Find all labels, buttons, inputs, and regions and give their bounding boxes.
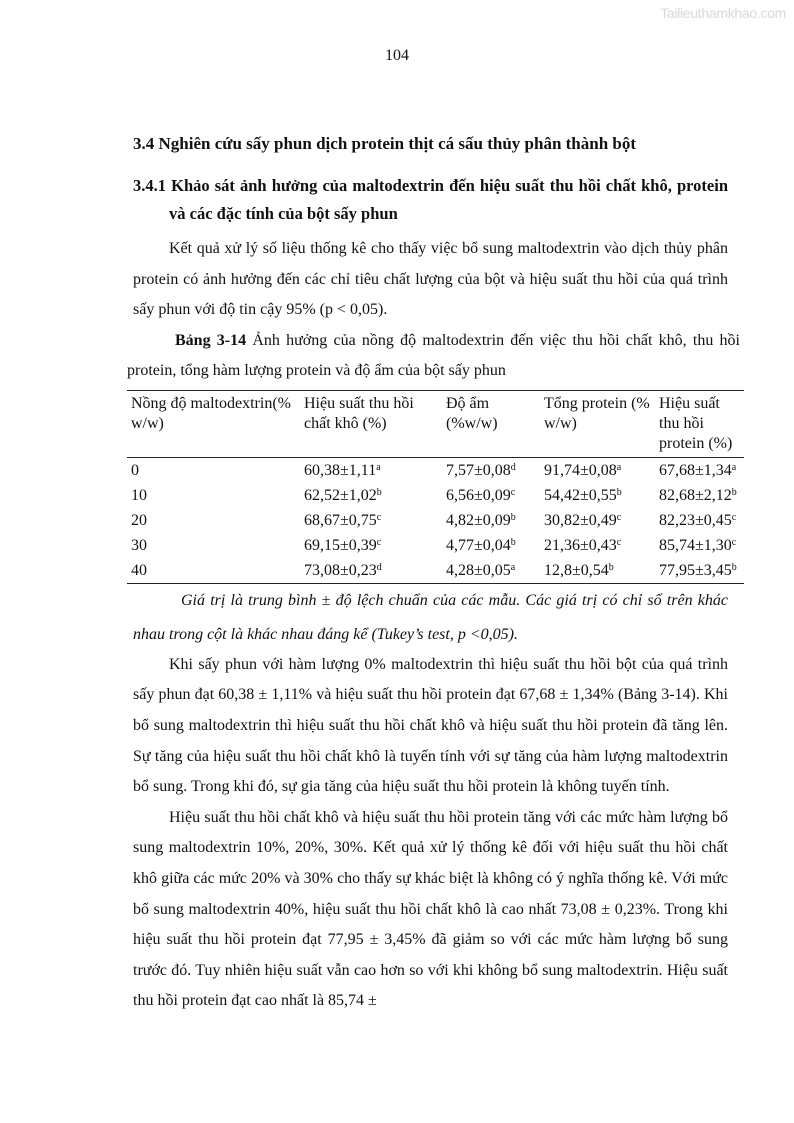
significance-letter: c bbox=[731, 536, 737, 548]
table-cell bbox=[540, 457, 655, 483]
cell-value: 6,56±0,09 bbox=[446, 486, 511, 504]
table-row bbox=[127, 508, 744, 533]
significance-letter: b bbox=[510, 511, 516, 523]
table-cell bbox=[442, 508, 540, 533]
cell-value: 82,23±0,45 bbox=[659, 511, 732, 529]
page-content bbox=[127, 130, 741, 1017]
significance-letter: a bbox=[731, 461, 737, 473]
column-header: Hiệu suất thu hồi chất khô (%) bbox=[304, 394, 414, 432]
significance-letter: c bbox=[376, 511, 382, 523]
cell-value: 0 bbox=[131, 461, 139, 479]
table-cell bbox=[442, 533, 540, 558]
cell-value: 20 bbox=[131, 511, 147, 529]
table-cell bbox=[540, 533, 655, 558]
cell-value: 77,95±3,45 bbox=[659, 561, 732, 579]
significance-letter: b bbox=[376, 486, 382, 498]
page-number: 104 bbox=[385, 47, 409, 64]
table-cell bbox=[300, 533, 442, 558]
cell-value: 12,8±0,54 bbox=[544, 561, 609, 579]
cell-value: 4,82±0,09 bbox=[446, 511, 511, 529]
table-cell bbox=[127, 457, 300, 483]
column-header: Tổng protein (% w/w) bbox=[544, 394, 650, 432]
table-cell bbox=[540, 558, 655, 584]
table-cell bbox=[442, 457, 540, 483]
table-cell bbox=[127, 483, 300, 508]
significance-letter: d bbox=[376, 561, 382, 573]
significance-letter: d bbox=[510, 461, 516, 473]
table-cell bbox=[655, 558, 744, 584]
table-body bbox=[127, 457, 744, 583]
cell-value: 69,15±0,39 bbox=[304, 536, 377, 554]
table-caption bbox=[127, 326, 740, 386]
cell-value: 4,77±0,04 bbox=[446, 536, 511, 554]
paragraph-intro: Kết quả xử lý số liệu thống kê cho thấy việc bổ sung maltodextrin vào dịch thủy phân protein có ảnh hưởng đến các chỉ tiêu chất lượng của bột và hiệu suất thu hồi của quá trình sấy phun với độ tin cậy 95% (p < 0,05). bbox=[133, 240, 728, 319]
cell-value: 62,52±1,02 bbox=[304, 486, 377, 504]
cell-value: 4,28±0,05 bbox=[446, 561, 511, 579]
cell-value: 68,67±0,75 bbox=[304, 511, 377, 529]
cell-value: 7,57±0,08 bbox=[446, 461, 511, 479]
significance-letter: b bbox=[510, 536, 516, 548]
significance-letter: c bbox=[510, 486, 516, 498]
column-header: Độ ẩm (%w/w) bbox=[446, 394, 498, 432]
table-caption-label: Bảng 3-14 bbox=[175, 331, 247, 349]
cell-value: 82,68±2,12 bbox=[659, 486, 732, 504]
table-cell bbox=[540, 483, 655, 508]
cell-value: 30,82±0,49 bbox=[544, 511, 617, 529]
watermark: Tailieuthamkhao.com bbox=[660, 5, 786, 21]
significance-letter: a bbox=[616, 461, 622, 473]
significance-letter: b bbox=[616, 486, 622, 498]
significance-letter: c bbox=[616, 536, 622, 548]
table-header-row bbox=[127, 390, 744, 457]
cell-value: 54,42±0,55 bbox=[544, 486, 617, 504]
paragraph-results-2: Hiệu suất thu hồi chất khô và hiệu suất thu hồi protein tăng với các mức hàm lượng bổ sung maltodextrin 10%, 20%, 30%. Kết quả xử lý thống kê đối với hiệu suất thu hồi chất khô giữa các mức 20% và 30% cho thấy sự khác biệt là không có ý nghĩa thống kê. Với mức bổ sung maltodextrin 40%, hiệu suất thu hồi chất khô là cao nhất 73,08 ± 0,23%. Trong khi hiệu suất thu hồi protein đạt 77,95 ± 3,45% đã giảm so với các mức hàm lượng bổ sung trước đó. Tuy nhiên hiệu suất vẫn cao hơn so với khi không bổ sung maltodextrin. Hiệu suất thu hồi protein đạt cao nhất là 85,74 ± bbox=[133, 808, 728, 1010]
cell-value: 10 bbox=[131, 486, 147, 504]
subsection-heading: 3.4.1 Khảo sát ảnh hưởng của maltodextrin đến hiệu suất thu hồi chất khô, protein và các đặc tính của bột sấy phun bbox=[133, 176, 728, 223]
cell-value: 60,38±1,11 bbox=[304, 461, 377, 479]
cell-value: 91,74±0,08 bbox=[544, 461, 617, 479]
table-cell bbox=[300, 558, 442, 584]
table-cell bbox=[442, 483, 540, 508]
table-cell bbox=[442, 558, 540, 584]
results-table bbox=[127, 390, 744, 584]
cell-value: 73,08±0,23 bbox=[304, 561, 377, 579]
table-cell bbox=[300, 457, 442, 483]
table-cell bbox=[300, 508, 442, 533]
table-row bbox=[127, 483, 744, 508]
table-note: Giá trị là trung bình ± độ lệch chuẩn của các mẫu. Các giá trị có chỉ số trên khác nhau trong cột là khác nhau đáng kể (Tukey’s test, p <0,05). bbox=[133, 591, 728, 643]
table-cell bbox=[127, 533, 300, 558]
significance-letter: b bbox=[731, 486, 737, 498]
cell-value: 30 bbox=[131, 536, 147, 554]
table-cell bbox=[655, 483, 744, 508]
table-cell bbox=[540, 508, 655, 533]
table-cell bbox=[655, 457, 744, 483]
table-row bbox=[127, 558, 744, 584]
table-cell bbox=[655, 533, 744, 558]
column-header: Hiệu suất thu hồi protein (%) bbox=[659, 394, 733, 452]
significance-letter: b bbox=[608, 561, 614, 573]
significance-letter: a bbox=[510, 561, 516, 573]
significance-letter: c bbox=[376, 536, 382, 548]
significance-letter: b bbox=[731, 561, 737, 573]
table-caption-text: Ảnh hưởng của nồng độ maltodextrin đến việc thu hồi chất khô, thu hồi protein, tổng hàm lượng protein và độ ẩm của bột sấy phun bbox=[127, 331, 741, 379]
cell-value: 21,36±0,43 bbox=[544, 536, 617, 554]
paragraph-results-1: Khi sấy phun với hàm lượng 0% maltodextrin thì hiệu suất thu hồi bột của quá trình sấy phun đạt 60,38 ± 1,11% và hiệu suất thu hồi protein đạt 67,68 ± 1,34% (Bảng 3-14). Khi bổ sung maltodextrin thì hiệu suất thu hồi chất khô và hiệu suất thu hồi protein đã tăng lên. Sự tăng của hiệu suất thu hồi chất khô là tuyến tính với sự tăng của hàm lượng maltodextrin bổ sung. Trong khi đó, sự gia tăng của hiệu suất thu hồi protein là không tuyến tính. bbox=[133, 655, 728, 796]
column-header: Nồng độ maltodextrin(% w/w) bbox=[131, 394, 291, 432]
cell-value: 40 bbox=[131, 561, 147, 579]
section-heading: 3.4 Nghiên cứu sấy phun dịch protein thịt cá sấu thủy phân thành bột bbox=[133, 134, 637, 153]
significance-letter: c bbox=[616, 511, 622, 523]
significance-letter: a bbox=[376, 461, 381, 473]
table-cell bbox=[127, 508, 300, 533]
significance-letter: c bbox=[731, 511, 737, 523]
table-row bbox=[127, 457, 744, 483]
table-cell bbox=[655, 508, 744, 533]
table-cell bbox=[127, 558, 300, 584]
cell-value: 67,68±1,34 bbox=[659, 461, 732, 479]
table-row bbox=[127, 533, 744, 558]
cell-value: 85,74±1,30 bbox=[659, 536, 732, 554]
table-cell bbox=[300, 483, 442, 508]
